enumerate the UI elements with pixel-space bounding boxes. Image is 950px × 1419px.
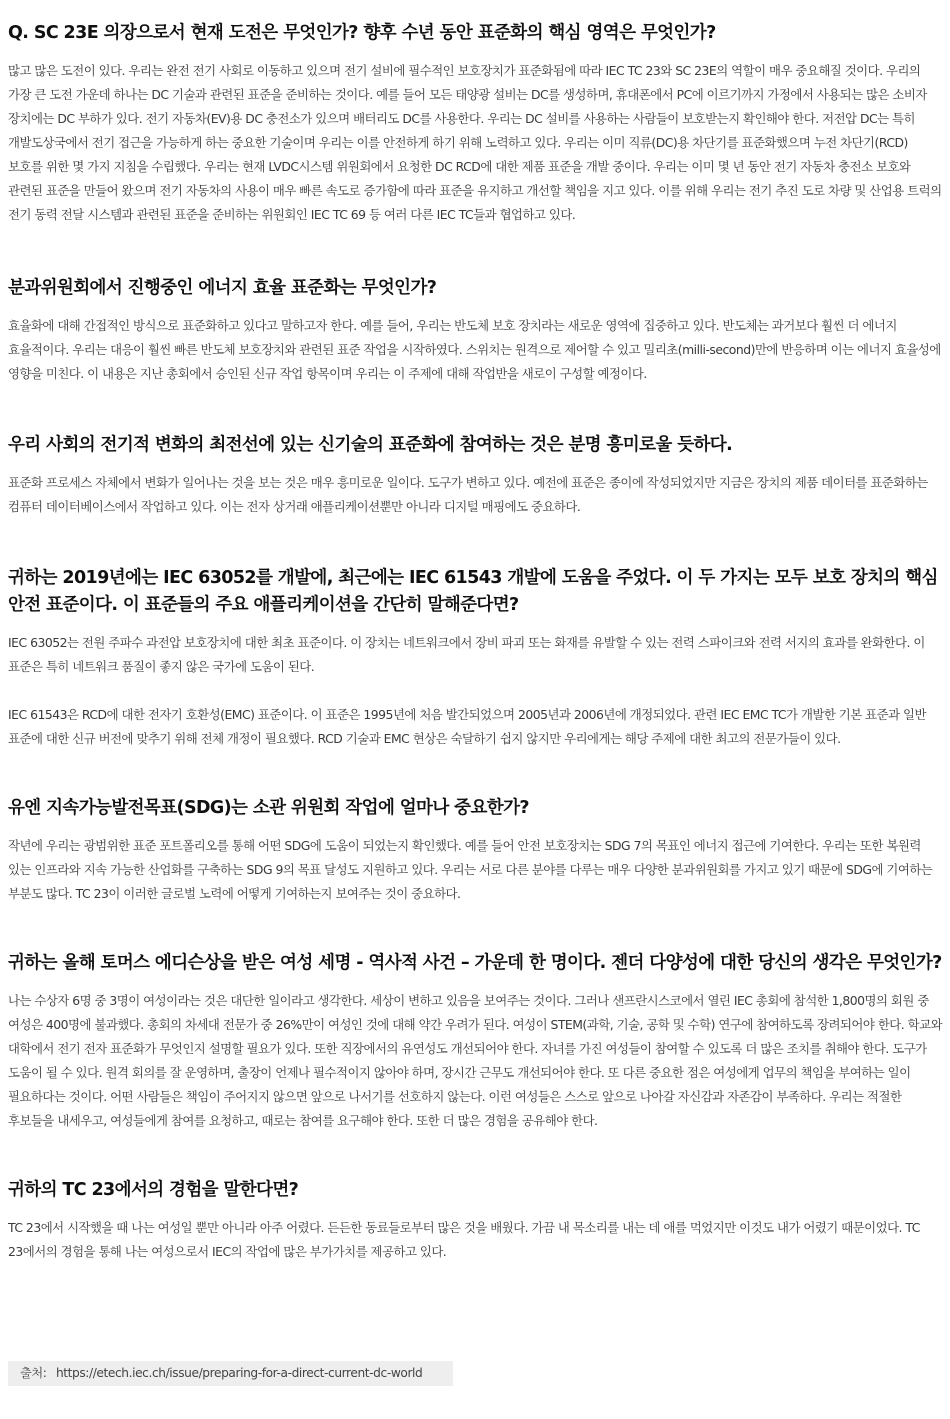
source-label: 출처: (20, 1366, 47, 1380)
question-heading: 유엔 지속가능발전목표(SDG)는 소관 위원회 작업에 얼마나 중요한가? (8, 798, 529, 818)
question-heading: 귀하의 TC 23에서의 경험을 말한다면? (8, 1180, 299, 1200)
question-heading: 우리 사회의 전기적 변화의 최전선에 있는 신기술의 표준화에 참여하는 것은 분명 흥미로울 듯하다. (8, 435, 733, 455)
qa-section-new-technology (8, 432, 944, 519)
qa-section-iec-standards (8, 565, 944, 751)
question-heading: 귀하는 2019년에는 IEC 63052를 개발에, 최근에는 IEC 61543 개발에 도움을 주었다. 이 두 가지는 모두 보호 장치의 핵심 안전 표준이다. 이 표준들의 주요 애플리케이션을 간단히 말해준다면? (8, 568, 938, 615)
question-heading: 분과위원회에서 진행중인 에너지 효율 표준화는 무엇인가? (8, 278, 437, 298)
qa-section-gender-diversity (8, 950, 944, 1133)
source-citation (8, 1361, 453, 1386)
answer-paragraph: 많고 많은 도전이 있다. 우리는 완전 전기 사회로 이동하고 있으며 전기 설비에 필수적인 보호장치가 표준화됨에 따라 IEC TC 23와 SC 23E의 역할이 매우 중요해질 것이다. 우리의 가장 큰 도전 가운데 하나는 DC 기술과 관련된 표준을 준비하는 것이다. 예를 들어 모든 태양광 설비는 DC를 생성하며, 휴대폰에서 PC에 이르기까지 가정에서 사용되는 많은 소비자 장치에는 DC 부하가 있다. 전기 자동차(EV)용 DC 충전소가 있으며 배터리도 DC를 사용한다. 우리는 DC 설비를 사용하는 사람들이 보호받는지 확인해야 한다. 저전압 DC는 특히 개발도상국에서 전기 접근을 가능하게 하는 중요한 기술이며 우리는 이를 안전하게 하기 위해 노력하고 있다. 우리는 이미 직류(DC)용 차단기를 표준화했으며 누전 차단기(RCD) 보호를 위한 몇 가지 지침을 수립했다. 우리는 현재 LVDC시스템 위원회에서 요청한 DC RCD에 대한 제품 표준을 개발 중이다. 우리는 이미 몇 년 동안 전기 자동차 충전소 보호와 관련된 표준을 만들어 왔으며 전기 자동차의 사용이 매우 빠른 속도로 증가함에 따라 표준을 유지하고 개선할 책임을 지고 있다. 이를 위해 우리는 전기 추진 도로 차량 및 산업용 트럭의 전기 동력 전달 시스템과 관련된 표준을 준비하는 위원회인 IEC TC 69 등 여러 다른 IEC TC들과 협업하고 있다. (8, 63, 942, 222)
answer-paragraph: 표준화 프로세스 자체에서 변화가 일어나는 것을 보는 것은 매우 흥미로운 일이다. 도구가 변하고 있다. 예전에 표준은 종이에 작성되었지만 지금은 장치의 제품 데이터를 표준화하는 컴퓨터 데이터베이스에서 작업하고 있다. 이는 전자 상거래 애플리케이션뿐만 아니라 디지털 매핑에도 중요하다. (8, 475, 928, 514)
answer-paragraph: TC 23에서 시작했을 때 나는 여성일 뿐만 아니라 아주 어렸다. 든든한 동료들로부터 많은 것을 배웠다. 가끔 내 목소리를 내는 데 애를 먹었지만 이것도 내가 어렸기 때문이었다. TC 23에서의 경험을 통해 나는 여성으로서 IEC의 작업에 많은 부가가치를 제공하고 있다. (8, 1220, 920, 1259)
qa-section-chair-challenges (8, 20, 944, 227)
qa-section-tc23-experience (8, 1177, 944, 1264)
question-heading: 귀하는 올해 토머스 에디슨상을 받은 여성 세명 - 역사적 사건 – 가운데 한 명이다. 젠더 다양성에 대한 당신의 생각은 무엇인가? (8, 953, 942, 973)
qa-section-sdg (8, 795, 944, 906)
question-heading: Q. SC 23E 의장으로서 현재 도전은 무엇인가? 향후 수년 동안 표준화의 핵심 영역은 무엇인가? (8, 23, 716, 43)
answer-paragraph: 작년에 우리는 광범위한 표준 포트폴리오를 통해 어떤 SDG에 도움이 되었는지 확인했다. 예를 들어 안전 보호장치는 SDG 7의 목표인 에너지 접근에 기여한다. 우리는 또한 복원력 있는 인프라와 지속 가능한 산업화를 구축하는 SDG 9의 목표 달성도 지원하고 있다. 우리는 서로 다른 분야를 다루는 매우 다양한 분과위원회를 가지고 있기 때문에 SDG에 기여하는 부분도 많다. TC 23이 이러한 글로벌 노력에 어떻게 기여하는지 보여주는 것이 중요하다. (8, 838, 933, 901)
answer-paragraph: IEC 61543은 RCD에 대한 전자기 호환성(EMC) 표준이다. 이 표준은 1995년에 처음 발간되었으며 2005년과 2006년에 개정되었다. 관련 IEC EMC TC가 개발한 기본 표준과 일반 표준에 대한 신규 버전에 맞추기 위해 전체 개정이 필요했다. RCD 기술과 EMC 현상은 숙달하기 쉽지 않지만 우리에게는 해당 주제에 대한 최고의 전문가들이 있다. (8, 707, 926, 746)
answer-paragraph: IEC 63052는 전원 주파수 과전압 보호장치에 대한 최초 표준이다. 이 장치는 네트워크에서 장비 파괴 또는 화재를 유발할 수 있는 전력 스파이크와 전력 서지의 효과를 완화한다. 이 표준은 특히 네트워크 품질이 좋지 않은 국가에 도움이 된다. (8, 635, 925, 674)
answer-paragraph: 효율화에 대해 간접적인 방식으로 표준화하고 있다고 말하고자 한다. 예를 들어, 우리는 반도체 보호 장치라는 새로운 영역에 집중하고 있다. 반도체는 과거보다 훨씬 더 에너지 효율적이다. 우리는 대응이 훨씬 빠른 반도체 보호장치와 관련된 표준 작업을 시작하였다. 스위치는 원격으로 제어할 수 있고 밀리초(milli-second)만에 반응하며 이는 에너지 효율성에 영향을 미친다. 이 내용은 지난 총회에서 승인된 신규 작업 항목이며 우리는 이 주제에 대해 작업반을 새로이 구성할 예정이다. (8, 318, 941, 381)
source-url: https://etech.iec.ch/issue/preparing-for-a-direct-current-dc-world (55, 1366, 423, 1380)
qa-section-energy-efficiency (8, 275, 944, 386)
answer-paragraph: 나는 수상자 6명 중 3명이 여성이라는 것은 대단한 일이라고 생각한다. 세상이 변하고 있음을 보여주는 것이다. 그러나 샌프란시스코에서 열린 IEC 총회에 참석한 1,800명의 회원 중 여성은 400명에 불과했다. 총회의 차세대 전문가 중 26%만이 여성인 것에 대해 약간 우려가 된다. 여성이 STEM(과학, 기술, 공학 및 수학) 연구에 참여하도록 장려되어야 한다. 학교와 대학에서 전기 전자 표준화가 무엇인지 설명할 필요가 있다. 또한 직장에서의 유연성도 개선되어야 한다. 자녀를 가진 여성들이 참여할 수 있도록 더 많은 조치를 취해야 한다. 도구가 도움이 될 수 있다. 원격 회의를 잘 운영하며, 출장이 언제나 필수적이지 않아야 하며, 장시간 근무도 개선되어야 한다. 또 다른 중요한 점은 여성에게 업무의 책임을 부여하는 일이 필요하다는 것이다. 어떤 사람들은 책임이 주어지지 않으면 앞으로 나서기를 선호하지 않는다. 이런 여성들은 스스로 앞으로 나아갈 자신감과 자존감이 부족하다. 우리는 적절한 후보들을 내세우고, 여성들에게 참여를 요청하고, 때로는 참여를 요구해야 한다. 또한 더 많은 경험을 공유해야 한다. (8, 993, 943, 1128)
